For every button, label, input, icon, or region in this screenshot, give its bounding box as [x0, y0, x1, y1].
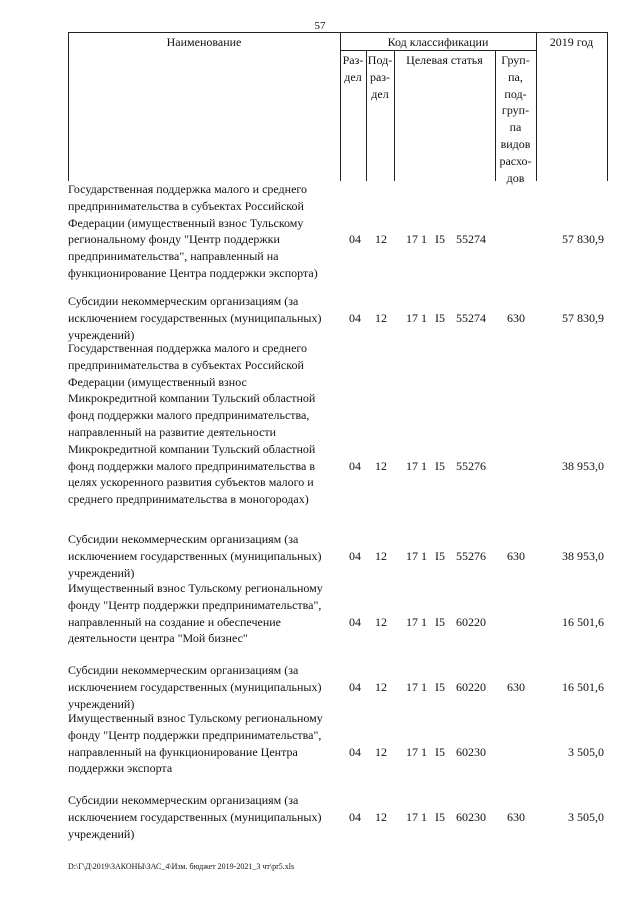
row-target-project: I5	[435, 310, 445, 325]
table-row	[68, 531, 608, 581]
row-name-line: поддержки экспорта	[68, 761, 173, 776]
table-row	[68, 792, 608, 842]
row-target-subprogram: 1	[421, 679, 427, 694]
row-sum-2019: 38 953,0	[562, 548, 604, 563]
row-target-direction: 55274	[456, 232, 486, 247]
row-name-line: Государственная поддержка малого и среднего	[68, 341, 308, 355]
table-row	[68, 710, 608, 777]
row-target-subprogram: 1	[421, 548, 427, 563]
header-razdel-line: дел	[344, 69, 362, 84]
row-name-line: Микрокредитной компании Тульский областной	[68, 391, 316, 406]
row-target-program: 17	[406, 548, 418, 563]
row-sum-2019: 16 501,6	[562, 614, 604, 629]
row-target-subprogram: 1	[421, 614, 427, 629]
row-target-direction: 60230	[456, 744, 486, 759]
row-target-project: I5	[435, 458, 445, 473]
row-name-line: направленный на функционирование Центра	[68, 744, 298, 759]
row-target-direction: 60220	[456, 614, 486, 629]
row-razdel: 04	[349, 679, 361, 694]
row-expense-group: 630	[507, 310, 525, 325]
header-podrazdel-line: Под-	[367, 53, 393, 67]
row-name-line: деятельности центра "Мой бизнес"	[68, 631, 248, 646]
row-sum-2019: 57 830,9	[562, 310, 604, 325]
row-target-project: I5	[435, 679, 445, 694]
header-podrazdel	[366, 52, 394, 102]
header-group-line: под-	[504, 86, 527, 101]
row-name-line: среднего предпринимательства в моногородах)	[68, 492, 309, 507]
row-name-line: исключением государственных (муниципальных)	[68, 310, 322, 325]
row-name-line: Субсидии некоммерческим организациям (за	[68, 793, 299, 807]
row-name-line: учреждений)	[68, 565, 135, 580]
row-name-line: предпринимательства", направленный на	[68, 249, 279, 264]
row-name-line: исключением государственных (муниципальных)	[68, 809, 322, 824]
row-name	[68, 293, 340, 343]
header-target: Целевая статья	[406, 53, 483, 67]
row-target-direction: 60230	[456, 809, 486, 824]
row-target-program: 17	[406, 232, 418, 247]
header-podrazdel-line: раз-	[369, 69, 391, 84]
row-name-line: фонду "Центр поддержки предпринимательства",	[68, 597, 322, 612]
row-name	[68, 340, 340, 508]
row-target-subprogram: 1	[421, 809, 427, 824]
header-divider-podrazdel	[394, 50, 395, 181]
row-name-line: Микрокредитной компании Тульский областной	[68, 441, 316, 456]
row-podrazdel: 12	[375, 310, 387, 325]
row-name-line: предпринимательства в субъектах Российской	[68, 198, 304, 213]
row-razdel: 04	[349, 310, 361, 325]
header-border-right	[607, 33, 608, 181]
row-target-direction: 55274	[456, 310, 486, 325]
row-target-direction: 60220	[456, 679, 486, 694]
row-name-line: фонд поддержки малого предпринимательства,	[68, 408, 310, 423]
row-podrazdel: 12	[375, 809, 387, 824]
row-target-program: 17	[406, 809, 418, 824]
header-group	[495, 52, 536, 186]
row-sum-2019: 38 953,0	[562, 458, 604, 473]
header-group-line: видов	[500, 136, 531, 151]
row-name	[68, 710, 340, 777]
row-razdel: 04	[349, 458, 361, 473]
table-row	[68, 662, 608, 712]
header-podrazdel-line: дел	[371, 86, 389, 101]
row-name-line: целях ускоренного развития субъектов малого и	[68, 475, 314, 490]
row-name-line: Имущественный взнос Тульскому региональному	[68, 711, 323, 725]
row-target-program: 17	[406, 679, 418, 694]
row-name-line: учреждений)	[68, 696, 135, 711]
header-group-line: па	[509, 120, 522, 135]
header-razdel	[340, 52, 366, 86]
row-name	[68, 181, 340, 282]
row-target-direction: 55276	[456, 548, 486, 563]
row-podrazdel: 12	[375, 458, 387, 473]
row-target-program: 17	[406, 310, 418, 325]
row-name-line: Государственная поддержка малого и среднего	[68, 182, 308, 196]
header-group-line: расхо-	[499, 153, 532, 168]
row-razdel: 04	[349, 232, 361, 247]
header-name: Наименование	[166, 35, 242, 49]
row-expense-group: 630	[507, 548, 525, 563]
row-podrazdel: 12	[375, 679, 387, 694]
row-target-project: I5	[435, 614, 445, 629]
row-target-program: 17	[406, 744, 418, 759]
row-expense-group: 630	[507, 809, 525, 824]
header-year: 2019 год	[549, 35, 594, 49]
row-name-line: исключением государственных (муниципальных)	[68, 548, 322, 563]
row-name-line: фонд поддержки малого предпринимательства в	[68, 458, 316, 473]
row-name-line: Имущественный взнос Тульскому региональному	[68, 581, 323, 595]
row-name-line: направленный на создание и обеспечение	[68, 614, 281, 629]
page-number: 57	[314, 20, 326, 32]
row-razdel: 04	[349, 809, 361, 824]
row-name-line: направленный на развитие деятельности	[68, 424, 277, 439]
row-name-line: предпринимательства в субъектах Российской	[68, 357, 304, 372]
table-row	[68, 293, 608, 343]
row-razdel: 04	[349, 614, 361, 629]
row-target-subprogram: 1	[421, 744, 427, 759]
row-name-line: региональному фонду "Центр поддержки	[68, 232, 280, 247]
row-name-line: функционирование Центра поддержки экспорта)	[68, 265, 318, 280]
row-name-line: Субсидии некоммерческим организациям (за	[68, 294, 299, 308]
row-name	[68, 662, 340, 712]
row-podrazdel: 12	[375, 744, 387, 759]
row-name	[68, 580, 340, 647]
row-target-project: I5	[435, 232, 445, 247]
row-sum-2019: 3 505,0	[568, 744, 604, 759]
row-razdel: 04	[349, 744, 361, 759]
row-name-line: Федерации (имущественный взнос Тульскому	[68, 215, 304, 230]
header-group-line: па,	[508, 69, 523, 84]
table-header	[68, 32, 608, 185]
table-row	[68, 580, 608, 647]
row-target-program: 17	[406, 458, 418, 473]
row-target-project: I5	[435, 809, 445, 824]
row-name-line: исключением государственных (муниципальных)	[68, 679, 322, 694]
table-row	[68, 340, 608, 508]
row-podrazdel: 12	[375, 614, 387, 629]
row-podrazdel: 12	[375, 232, 387, 247]
header-group-line: дов	[506, 170, 525, 185]
row-sum-2019: 3 505,0	[568, 809, 604, 824]
row-target-subprogram: 1	[421, 310, 427, 325]
row-target-subprogram: 1	[421, 458, 427, 473]
row-sum-2019: 57 830,9	[562, 232, 604, 247]
row-name-line: фонду "Центр поддержки предпринимательства",	[68, 727, 322, 742]
row-target-project: I5	[435, 744, 445, 759]
row-name	[68, 531, 340, 581]
row-name	[68, 792, 340, 842]
header-code-group: Код классификации	[387, 35, 489, 49]
row-name-line: Субсидии некоммерческим организациям (за	[68, 663, 299, 677]
row-name-line: Федерации (имущественный взнос	[68, 374, 247, 389]
row-target-subprogram: 1	[421, 232, 427, 247]
row-name-line: учреждений)	[68, 826, 135, 841]
header-razdel-line: Раз-	[342, 53, 364, 67]
footer-file-path: D:\Г\Д\2019\ЗАКОНЫ\ЗАС_4\Изм. бюджет 2019-2021_3 чт\pr5.xls	[68, 862, 295, 871]
header-border-left	[68, 33, 69, 181]
row-expense-group: 630	[507, 679, 525, 694]
row-podrazdel: 12	[375, 548, 387, 563]
header-group-line: Груп-	[501, 53, 530, 67]
row-name-line: учреждений)	[68, 327, 135, 342]
header-group-line: груп-	[501, 103, 530, 118]
table-row	[68, 181, 608, 282]
row-target-program: 17	[406, 614, 418, 629]
header-divider-group	[536, 33, 537, 181]
row-target-direction: 55276	[456, 458, 486, 473]
row-razdel: 04	[349, 548, 361, 563]
row-target-project: I5	[435, 548, 445, 563]
row-name-line: Субсидии некоммерческим организациям (за	[68, 532, 299, 546]
row-sum-2019: 16 501,6	[562, 679, 604, 694]
